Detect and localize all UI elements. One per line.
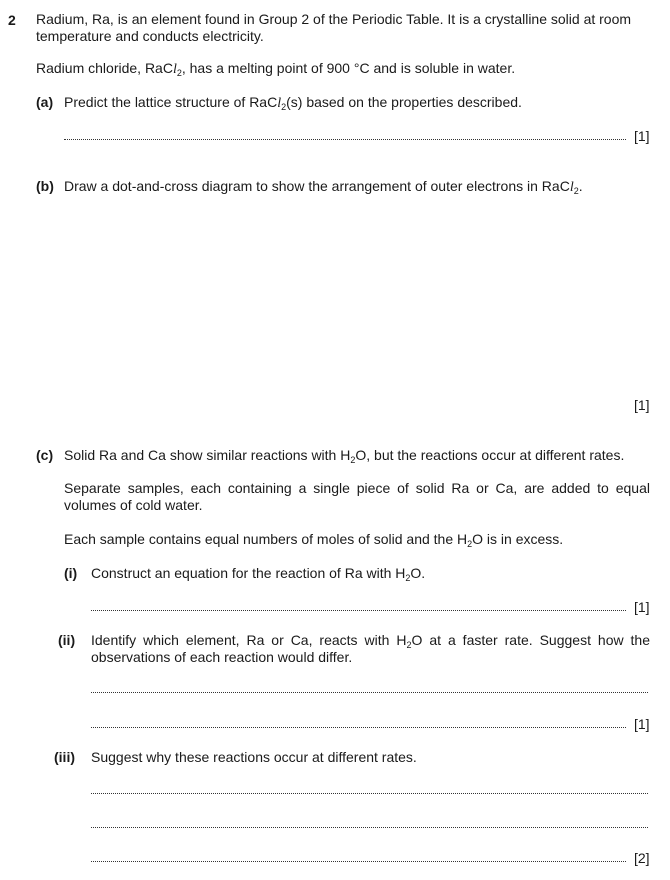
samples-line-1: Separate samples, each containing a single piece of solid Ra or Ca, are added to equal [64, 480, 650, 496]
samples-line-2: volumes of cold water. [64, 497, 203, 513]
part-c-ii-prompt [91, 632, 650, 666]
part-b-mark: [1] [634, 397, 650, 413]
part-c-iii-label: (iii) [54, 749, 75, 765]
answer-line-a[interactable] [64, 139, 626, 140]
chloride-statement: Radium chloride, RaCl$_2$, has a melting point of 900 °C and is soluble in water. [36, 60, 516, 78]
answer-line-c-iii-2[interactable] [91, 827, 648, 828]
part-b-label: (b) [36, 178, 54, 194]
part-c-moles-statement: Each sample contains equal numbers of moles of solid and the $H_2O$ is in excess. [64, 531, 564, 549]
part-c-ii-line-2: observations of each reaction would differ. [91, 649, 353, 665]
part-c-ii-mark: [1] [634, 716, 650, 732]
part-c-iii-mark: [2] [634, 850, 650, 866]
part-c-label: (c) [36, 447, 54, 463]
part-c-i-prompt: Construct an equation for the reaction of Ra with $H_2O$. [91, 565, 426, 583]
part-c-intro: Solid Ra and Ca show similar reactions with $H_2O$, but the reactions occur at different rates. [64, 447, 625, 465]
answer-line-c-iii-3[interactable] [91, 861, 626, 862]
part-c-ii-label: (ii) [58, 632, 76, 648]
intro-line-2: temperature and conducts electricity. [36, 28, 264, 44]
part-c-iii-prompt: Suggest why these reactions occur at different rates. [91, 749, 417, 765]
answer-line-c-iii-1[interactable] [91, 793, 648, 794]
diagram-answer-space[interactable] [64, 200, 650, 390]
answer-line-c-ii-2[interactable] [91, 727, 626, 728]
part-b-prompt: Draw a dot-and-cross diagram to show the arrangement of outer electrons in RaCl$_2$. [64, 178, 583, 196]
answer-line-c-i[interactable] [91, 610, 626, 611]
answer-line-c-ii-1[interactable] [91, 692, 648, 693]
question-number: 2 [8, 12, 16, 28]
intro-line-1: Radium, Ra, is an element found in Group 2 of the Periodic Table. It is a crystalline solid at room [36, 11, 632, 27]
part-c-i-mark: [1] [634, 599, 650, 615]
part-a-prompt: Predict the lattice structure of RaCl$_2$(s) based on the properties described. [64, 94, 522, 112]
part-c-i-label: (i) [64, 565, 78, 581]
part-c-samples-paragraph [64, 480, 650, 514]
part-a-mark: [1] [634, 128, 650, 144]
part-c-ii-line-1: Identify which element, Ra or Ca, reacts with $H_2O$ at a faster rate. Suggest how the [91, 632, 651, 650]
part-a-label: (a) [36, 94, 54, 110]
intro-paragraph [36, 11, 631, 45]
